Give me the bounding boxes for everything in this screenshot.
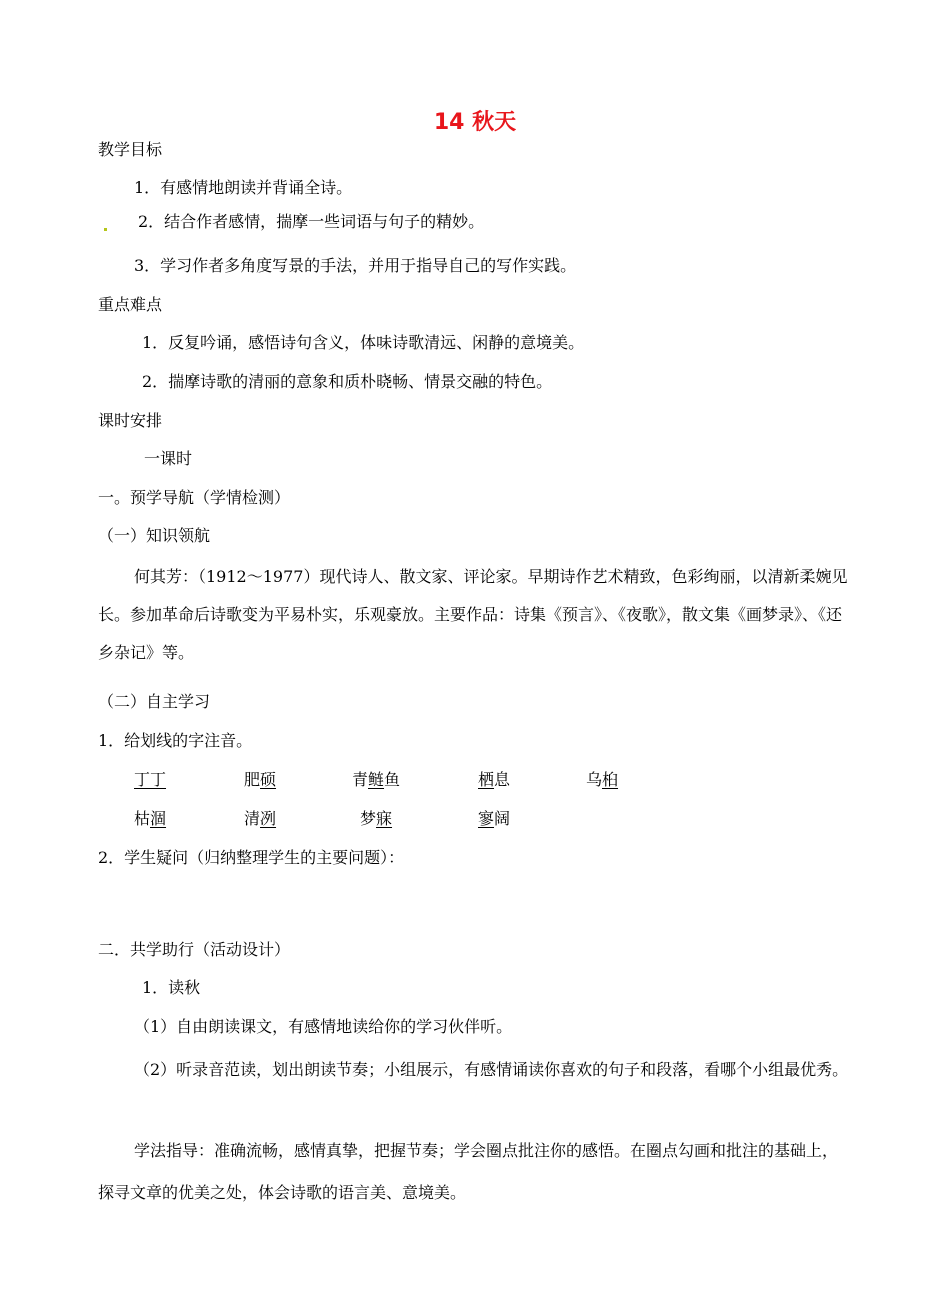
doc-title: 14 秋天 (433, 110, 517, 135)
study-tip: 学法指导：准确流畅，感情真挚，把握节奏；学会圈点批注你的感悟。在圈点勾画和批注的基础上，探寻文章的优美之处，体会诗歌的语言美、意境美。 (98, 1141, 839, 1202)
vocab-word: 寥阔 (478, 809, 511, 828)
goal-item-2: 2．结合作者感情，揣摩一些词语与句子的精妙。 (138, 212, 485, 231)
section1-heading: 一。预学导航（学情检测） (98, 488, 291, 507)
vocab-word: 栖息 (478, 770, 511, 789)
sub1-heading: （一）知识领航 (98, 526, 211, 545)
key-points-heading: 重点难点 (98, 295, 163, 314)
key-point-2: 2．揣摩诗歌的清丽的意象和质朴晓畅、情景交融的特色。 (142, 372, 553, 391)
goals-heading: 教学目标 (98, 140, 163, 159)
activity-item-1: （1）自由朗读课文，有感情地读给你的学习伙伴听。 (134, 1017, 513, 1036)
vocab-word: 丁丁 (134, 770, 167, 789)
sub2-heading: （二）自主学习 (98, 692, 211, 711)
step-1: 1．读秋 (142, 978, 201, 997)
vocab-word: 枯涸 (134, 809, 167, 828)
section2-heading: 二．共学助行（活动设计） (98, 940, 291, 959)
goal-item-1: 1．有感情地朗读并背诵全诗。 (134, 178, 353, 197)
question-2: 2．学生疑问（归纳整理学生的主要问题）： (98, 848, 405, 867)
key-point-1: 1．反复吟诵，感悟诗句含义，体味诗歌清远、闲静的意境美。 (142, 333, 585, 352)
schedule-heading: 课时安排 (98, 411, 163, 430)
goal-item-3: 3．学习作者多角度写景的手法，并用于指导自己的写作实践。 (134, 256, 577, 275)
vocab-word: 乌桕 (586, 770, 619, 789)
vocab-word: 清冽 (244, 809, 277, 828)
question-1: 1．给划线的字注音。 (98, 731, 253, 750)
bio-paragraph: 何其芳：（1912～1977）现代诗人、散文家、评论家。早期诗作艺术精致，色彩绚丽，以清新柔婉见长。参加革命后诗歌变为平易朴实，乐观豪放。主要作品：诗集《预言》、《夜歌》，散文集《画梦录》、《还乡杂记》等。 (98, 567, 848, 662)
artifact-dot (104, 228, 107, 231)
vocab-word: 肥硕 (244, 770, 277, 789)
schedule-value: 一课时 (144, 449, 193, 468)
activity-item-2: （2）听录音范读，划出朗读节奏；小组展示，有感情诵读你喜欢的句子和段落，看哪个小组最优秀。 (134, 1060, 849, 1079)
vocab-word: 梦寐 (360, 809, 393, 828)
vocab-word: 青鲢鱼 (352, 770, 401, 789)
